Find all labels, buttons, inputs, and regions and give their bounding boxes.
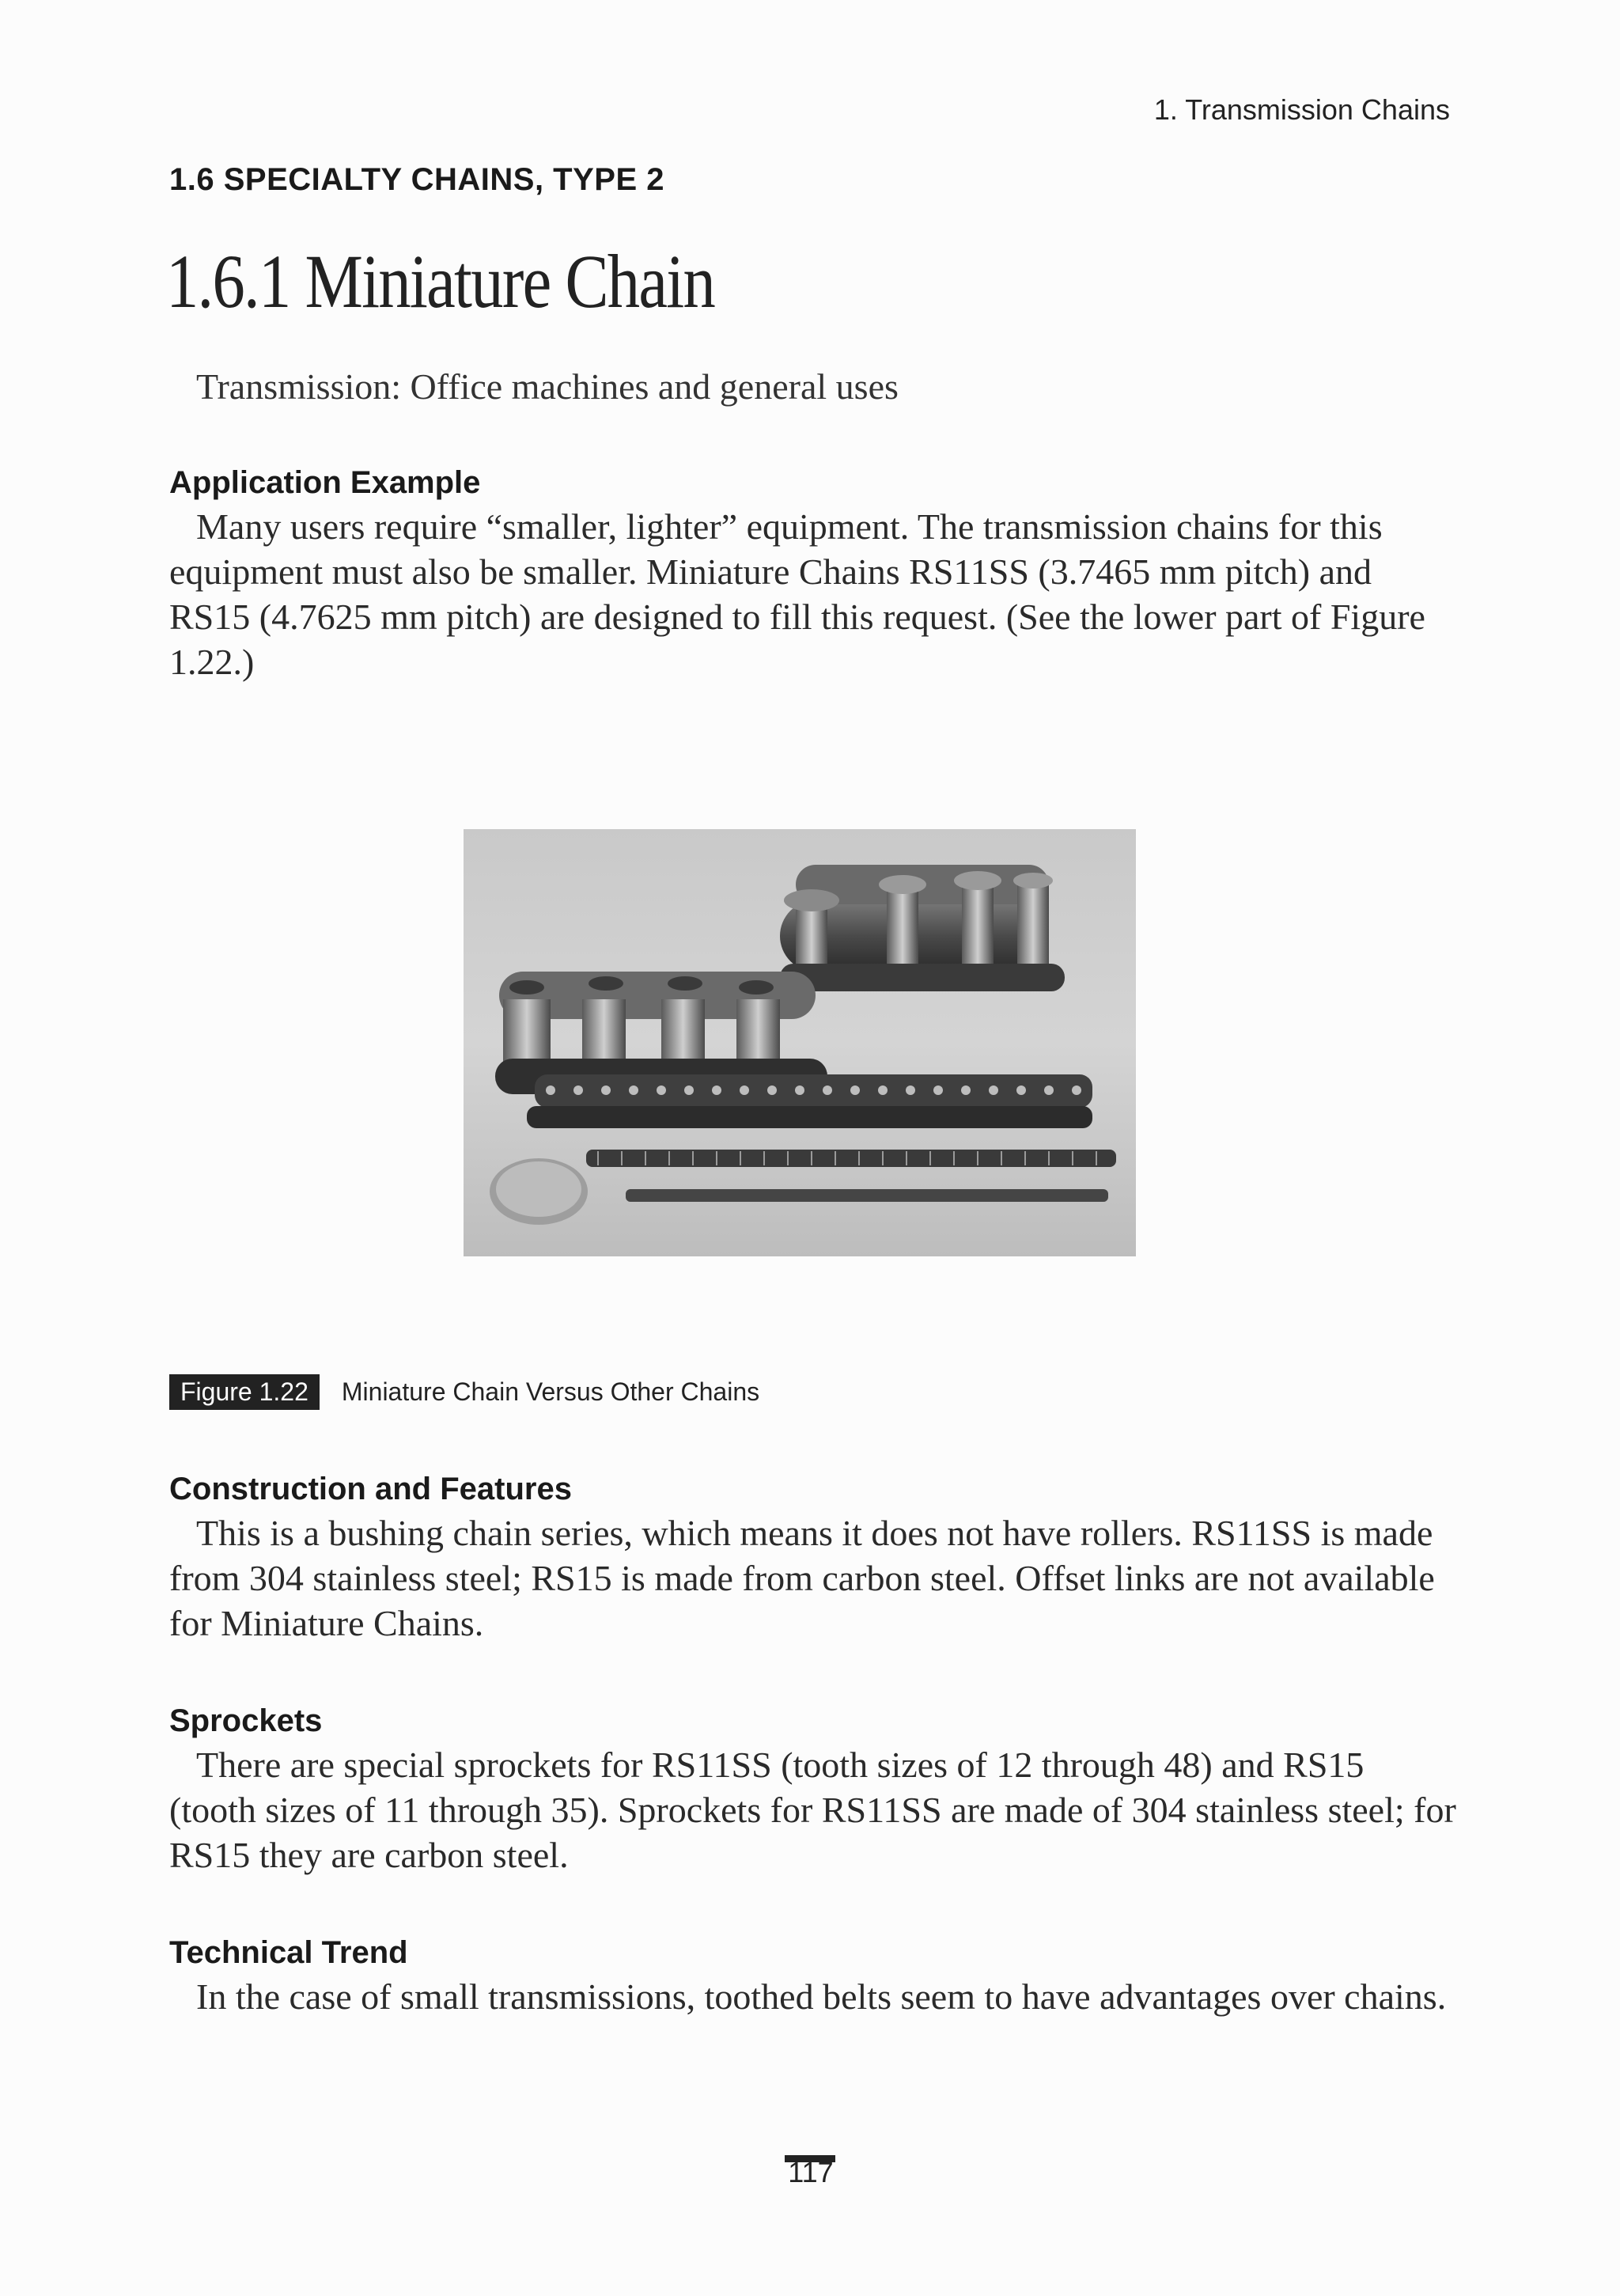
sprockets-section — [169, 1703, 1459, 1877]
technical-trend-section — [169, 1935, 1459, 2019]
miniature-chains — [586, 1150, 1116, 1202]
sprockets-heading: Sprockets — [169, 1703, 323, 1738]
construction-section — [169, 1472, 1459, 1646]
figure-label: Figure 1.22 — [169, 1374, 320, 1410]
large-chain — [780, 865, 1065, 991]
sprockets-paragraph: There are special sprockets for RS11SS (tooth sizes of 12 through 48) and RS15 (tooth sizes of 11 through 35). Sprockets for RS11SS are made of 304 stainless steel; for RS15 they are carbon steel. — [169, 1745, 1456, 1875]
construction-paragraph: This is a bushing chain series, which means it does not have rollers. RS11SS is made from 304 stainless steel; RS15 is made from carbon steel. Offset links are not available for Miniature Chains. — [169, 1513, 1435, 1643]
page-number: 117 — [788, 2156, 834, 2188]
coin — [490, 1158, 588, 1225]
application-example-paragraph: Many users require “smaller, lighter” equipment. The transmission chains for this equipment must also be smaller. Miniature Chains RS11SS (3.7465 mm pitch) and RS15 (4.7625 mm pitch) are designed to fill this request. (See the lower part of Figure 1.22.) — [169, 506, 1425, 682]
chapter-subtitle: Transmission: Office machines and general uses — [196, 366, 899, 407]
technical-trend-heading: Technical Trend — [169, 1935, 408, 1970]
figure-caption — [169, 1374, 759, 1410]
chapter-title: 1.6.1 Miniature Chain — [166, 239, 715, 324]
figure-caption-text: Miniature Chain Versus Other Chains — [341, 1377, 760, 1406]
application-example-heading: Application Example — [169, 465, 481, 500]
chain-comparison-photo — [464, 829, 1136, 1256]
section-heading: 1.6 SPECIALTY CHAINS, TYPE 2 — [169, 162, 665, 197]
construction-heading: Construction and Features — [169, 1472, 572, 1506]
running-head: 1. Transmission Chains — [1153, 93, 1450, 126]
application-example-section — [169, 465, 1459, 684]
technical-trend-paragraph: In the case of small transmissions, toothed belts seem to have advantages over chains. — [196, 1976, 1447, 2017]
small-chain — [527, 1074, 1092, 1128]
